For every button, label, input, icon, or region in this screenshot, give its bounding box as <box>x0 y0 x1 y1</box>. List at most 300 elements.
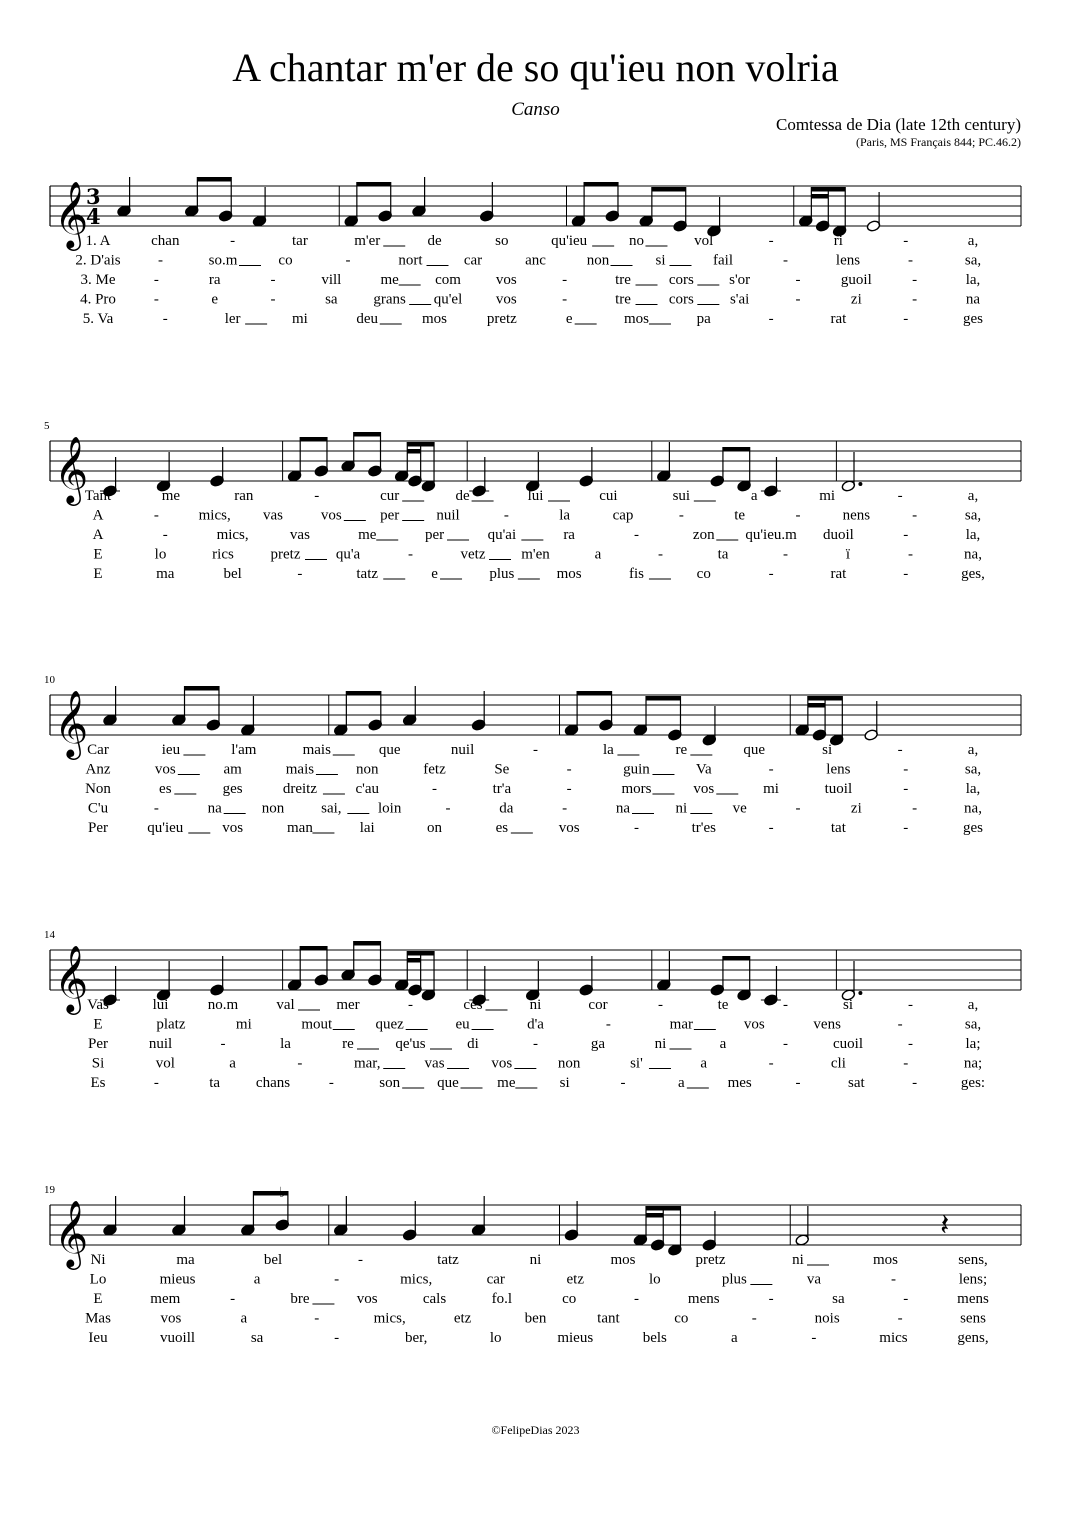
lyric-syllable: sa, <box>964 507 982 524</box>
lyric-syllable: vuoill <box>160 1330 196 1346</box>
lyric-syllable: mics, <box>373 1310 406 1327</box>
lyric-syllable: re <box>675 742 688 758</box>
lyric-hyphen: - <box>768 233 774 249</box>
lyric-syllable: cli <box>830 1055 846 1072</box>
lyric-hyphen: - <box>605 1016 611 1033</box>
lyric-syllable: mics, <box>400 1271 433 1288</box>
lyric-syllable: rat <box>830 311 847 327</box>
lyric-syllable: ni <box>654 1036 667 1052</box>
lyric-syllable: la, <box>965 781 981 797</box>
lyric-syllable: ma <box>176 1252 195 1268</box>
lyric-syllable: vill <box>321 272 342 288</box>
lyric-syllable: ï <box>845 546 851 563</box>
lyric-syllable: etz <box>566 1271 585 1288</box>
lyric-syllable: mieus <box>557 1330 594 1346</box>
lyric-syllable: pretz <box>695 1252 726 1268</box>
lyric-hyphen: - <box>620 1075 626 1091</box>
lyric-syllable: va <box>806 1271 821 1288</box>
lyric-syllable: Mas <box>85 1310 111 1327</box>
lyric-syllable: co <box>696 566 711 582</box>
lyric-syllable: mer <box>336 997 360 1013</box>
lyric-syllable: ieu <box>161 742 181 758</box>
lyric-syllable: 5. Va <box>82 311 114 327</box>
lyric-hyphen: - <box>811 1330 817 1346</box>
lyric-syllable: mout <box>301 1016 333 1033</box>
lyric-syllable: 2. D'ais <box>75 252 121 269</box>
lyric-syllable: E <box>93 566 103 582</box>
lyric-hyphen: - <box>334 1330 340 1346</box>
lyric-syllable: qe'us <box>395 1036 426 1052</box>
lyric-syllable: pretz <box>270 546 301 563</box>
lyric-syllable: na <box>965 291 981 308</box>
lyric-syllable: mieus <box>159 1271 196 1288</box>
lyric-syllable: man <box>287 820 313 836</box>
lyric-syllable: nuil <box>148 1036 173 1052</box>
lyric-syllable: Es <box>90 1075 106 1091</box>
lyric-syllable: ra <box>208 272 221 288</box>
lyric-syllable: mos <box>556 566 582 582</box>
lyric-syllable: Lo <box>89 1271 107 1288</box>
treble-clef-icon: 𝄞 <box>54 435 89 503</box>
lyric-syllable: sui <box>672 488 691 504</box>
lyric-syllable: chans <box>255 1075 291 1091</box>
lyric-syllable: mar <box>669 1016 693 1033</box>
lyric-syllable: lo <box>648 1271 661 1288</box>
beam <box>407 442 434 447</box>
lyric-hyphen: - <box>358 1252 363 1268</box>
lyric-syllable: etz <box>453 1310 472 1327</box>
lyric-hyphen: - <box>633 1291 639 1307</box>
beam <box>407 951 434 956</box>
lyric-syllable: mens <box>957 1291 989 1307</box>
lyric-hyphen: - <box>908 252 913 269</box>
lyric-syllable: que <box>378 742 401 758</box>
lyric-syllable: mics <box>879 1330 908 1346</box>
lyric-syllable: so <box>495 233 509 249</box>
lyric-syllable: da <box>499 800 514 817</box>
lyric-hyphen: - <box>768 311 774 327</box>
lyric-syllable: E <box>93 546 103 563</box>
lyric-syllable: no <box>628 233 644 249</box>
augmentation-dot <box>858 482 862 486</box>
beam <box>300 946 327 951</box>
lyric-syllable: na <box>615 800 631 817</box>
lyric-syllable: te <box>734 507 746 524</box>
beam <box>253 1191 287 1196</box>
lyric-syllable: vos <box>154 761 176 778</box>
lyric-syllable: Per <box>88 1036 108 1052</box>
lyric-syllable: vos <box>495 291 517 308</box>
lyric-syllable: tatz <box>356 566 379 582</box>
lyric-syllable: sat <box>847 1075 865 1091</box>
lyric-syllable: ges <box>963 311 983 327</box>
beam <box>584 182 618 187</box>
lyric-hyphen: - <box>562 272 568 288</box>
lyric-syllable: ra <box>563 527 575 543</box>
lyric-syllable: qu'ieu <box>551 233 588 249</box>
lyric-syllable: a <box>731 1330 738 1346</box>
lyric-syllable: chan <box>151 233 180 249</box>
copyright-notice: ©FelipeDias 2023 <box>491 1423 580 1437</box>
staff-system <box>44 420 1021 582</box>
lyric-hyphen: - <box>903 761 909 778</box>
lyric-syllable: fetz <box>423 761 446 778</box>
lyric-syllable: e <box>211 291 219 308</box>
lyric-hyphen: - <box>783 1036 788 1052</box>
lyric-hyphen: - <box>783 997 788 1013</box>
lyric-syllable: ges <box>222 781 243 797</box>
lyric-syllable: fail <box>713 252 733 269</box>
lyric-syllable: a <box>594 546 602 563</box>
lyric-syllable: qu'ai <box>487 527 517 543</box>
lyric-syllable: zi <box>850 291 862 308</box>
lyric-syllable: si <box>842 997 854 1013</box>
lyric-hyphen: - <box>153 1075 159 1091</box>
lyric-syllable: mos <box>610 1252 636 1268</box>
lyric-hyphen: - <box>658 546 663 563</box>
lyric-syllable: ran <box>234 488 254 504</box>
lyric-hyphen: - <box>912 272 918 288</box>
lyric-syllable: me <box>161 488 181 504</box>
lyric-syllable: na; <box>963 1055 983 1072</box>
lyric-syllable: guin <box>623 761 650 778</box>
lyric-syllable: loin <box>377 800 402 817</box>
lyric-syllable: vos <box>491 1055 513 1072</box>
lyric-syllable: son <box>379 1075 401 1091</box>
lyric-syllable: nuil <box>436 507 460 524</box>
lyric-syllable: tr'a <box>492 781 512 797</box>
lyric-syllable: Ieu <box>88 1330 108 1346</box>
lyric-syllable: zi <box>850 800 862 817</box>
lyric-syllable: a <box>240 1310 248 1327</box>
lyric-syllable: am <box>223 761 242 778</box>
lyric-syllable: re <box>342 1036 354 1052</box>
lyric-syllable: qu'ieu.m <box>745 527 797 543</box>
lyric-syllable: es <box>495 820 509 836</box>
lyric-hyphen: - <box>912 291 918 308</box>
lyric-hyphen: - <box>162 527 168 543</box>
lyric-syllable: nuil <box>450 742 475 758</box>
secondary-beam <box>646 1213 663 1218</box>
lyric-syllable: lo <box>489 1330 502 1346</box>
measure-number: 19 <box>44 1184 55 1196</box>
lyric-hyphen: - <box>153 507 159 524</box>
lyric-syllable: la, <box>965 272 981 288</box>
lyric-syllable: vos <box>356 1291 378 1307</box>
lyric-syllable: fis <box>628 566 644 582</box>
lyric-syllable: cors <box>668 272 694 288</box>
lyric-syllable: vetz <box>460 546 486 563</box>
staff-system <box>44 674 1021 836</box>
lyric-hyphen: - <box>795 272 801 288</box>
lyric-hyphen: - <box>503 507 509 524</box>
lyric-syllable: si <box>655 252 666 269</box>
measure-number: 5 <box>44 420 50 432</box>
lyric-hyphen: - <box>903 233 909 249</box>
lyric-syllable: la <box>280 1036 291 1052</box>
lyric-syllable: sens <box>960 1310 986 1327</box>
lyric-hyphen: - <box>890 1271 896 1288</box>
lyric-syllable: e <box>431 566 438 582</box>
lyric-syllable: sa, <box>964 252 982 269</box>
lyric-syllable: ni <box>529 997 542 1013</box>
lyric-syllable: ces <box>463 997 483 1013</box>
lyric-syllable: mi <box>292 311 308 327</box>
lyric-syllable: m'en <box>521 546 550 563</box>
lyric-hyphen: - <box>153 800 159 817</box>
lyric-hyphen: - <box>220 1036 226 1052</box>
lyric-syllable: ben <box>524 1310 547 1327</box>
lyric-syllable: tre <box>615 291 631 308</box>
lyric-hyphen: - <box>903 1055 909 1072</box>
lyric-syllable: cui <box>599 488 618 504</box>
lyric-hyphen: - <box>795 291 801 308</box>
lyric-syllable: vos <box>222 820 244 836</box>
lyric-hyphen: - <box>908 1036 913 1052</box>
lyric-hyphen: - <box>297 566 303 582</box>
lyric-syllable: quez <box>375 1016 404 1033</box>
lyric-hyphen: - <box>270 291 276 308</box>
lyric-hyphen: - <box>912 800 918 817</box>
lyric-syllable: vens <box>813 1016 841 1033</box>
lyric-syllable: C'u <box>87 800 109 817</box>
lyric-hyphen: - <box>897 1310 903 1327</box>
treble-clef-icon: 𝄞 <box>54 1199 89 1267</box>
lyric-syllable: si <box>559 1075 570 1091</box>
lyric-syllable: ni <box>529 1252 542 1268</box>
lyric-syllable: sa <box>250 1330 264 1346</box>
staff-system <box>44 929 1021 1091</box>
lyric-syllable: tre <box>615 272 631 288</box>
lyric-syllable: ges, <box>961 566 985 582</box>
lyric-syllable: mens <box>687 1291 720 1307</box>
lyric-syllable: Tant <box>84 488 112 504</box>
lyric-syllable: nens <box>842 507 871 524</box>
lyric-syllable: l'am <box>231 742 257 758</box>
beam <box>646 696 680 701</box>
lyric-syllable: vas <box>263 507 283 524</box>
lyric-syllable: A <box>92 527 104 543</box>
lyric-syllable: na, <box>964 800 982 817</box>
lyric-syllable: co <box>278 252 293 269</box>
lyric-hyphen: - <box>908 997 913 1013</box>
lyric-syllable: es <box>159 781 172 797</box>
lyric-syllable: 3. Me <box>80 272 116 288</box>
lyric-hyphen: - <box>314 488 320 504</box>
lyric-syllable: cors <box>668 291 694 308</box>
lyric-syllable: so.m <box>208 252 238 269</box>
lyric-hyphen: - <box>903 527 909 543</box>
lyric-hyphen: - <box>230 1291 236 1307</box>
measure-number: 10 <box>44 674 55 686</box>
lyric-syllable: ni <box>675 800 688 817</box>
lyric-hyphen: - <box>908 546 913 563</box>
lyric-hyphen: - <box>795 507 801 524</box>
lyric-syllable: cap <box>612 507 634 524</box>
lyric-syllable: a <box>700 1055 708 1072</box>
lyric-syllable: co <box>674 1310 689 1327</box>
lyric-syllable: qu'ieu <box>147 820 184 836</box>
lyric-syllable: zon <box>692 527 715 543</box>
lyric-hyphen: - <box>162 311 168 327</box>
lyric-syllable: bre <box>290 1291 310 1307</box>
lyric-syllable: nois <box>814 1310 840 1327</box>
lyric-syllable: a, <box>967 488 979 504</box>
lyric-syllable: si' <box>630 1055 643 1072</box>
lyric-syllable: non <box>261 800 285 817</box>
lyric-syllable: mics, <box>198 507 231 524</box>
lyric-syllable: vos <box>160 1310 182 1327</box>
lyric-syllable: a <box>750 488 758 504</box>
lyric-syllable: E <box>93 1291 103 1307</box>
lyric-syllable: ta <box>717 546 729 563</box>
lyric-hyphen: - <box>432 781 438 797</box>
lyric-syllable: tar <box>292 233 308 249</box>
lyric-syllable: na <box>207 800 222 817</box>
score-title: A chantar m'er de so qu'ieu non volria <box>232 45 839 90</box>
lyric-hyphen: - <box>897 1016 903 1033</box>
lyric-syllable: mem <box>150 1291 181 1307</box>
lyric-syllable: ber, <box>405 1330 428 1346</box>
lyric-syllable: ga <box>590 1036 606 1052</box>
lyric-hyphen: - <box>768 566 774 582</box>
lyric-hyphen: - <box>897 742 903 758</box>
lyric-syllable: sa, <box>964 761 982 778</box>
time-signature-bottom: 4 <box>86 204 101 229</box>
lyric-syllable: lai <box>359 820 375 836</box>
lyric-syllable: dreitz <box>282 781 318 797</box>
lyric-hyphen: - <box>297 1055 303 1072</box>
lyric-syllable: a, <box>967 233 979 249</box>
lyric-syllable: Ni <box>90 1252 106 1268</box>
lyric-syllable: lens; <box>958 1271 988 1288</box>
beam <box>346 691 380 696</box>
lyric-syllable: pretz <box>486 311 517 327</box>
lyric-syllable: ges <box>963 820 983 836</box>
beam <box>808 696 842 701</box>
lyric-syllable: tatz <box>437 1252 459 1268</box>
lyric-hyphen: - <box>334 1271 340 1288</box>
lyric-syllable: lui <box>527 488 544 504</box>
lyric-syllable: plus <box>489 566 515 582</box>
lyric-syllable: vos <box>558 820 580 836</box>
lyric-syllable: me <box>380 272 399 288</box>
lyric-syllable: mi <box>235 1016 252 1033</box>
treble-clef-icon: 𝄞 <box>54 180 89 248</box>
lyric-syllable: bels <box>642 1330 667 1346</box>
lyric-syllable: ges: <box>960 1075 986 1091</box>
lyric-syllable: a, <box>967 742 979 758</box>
lyric-syllable: mais <box>285 761 315 778</box>
lyric-syllable: cor <box>588 997 608 1013</box>
lyric-syllable: pa <box>696 311 711 327</box>
lyric-syllable: sai, <box>321 800 342 817</box>
lyric-syllable: gens, <box>957 1330 989 1346</box>
lyric-syllable: lens <box>835 252 861 269</box>
lyric-syllable: A <box>92 507 104 524</box>
lyric-syllable: que <box>437 1075 459 1091</box>
lyric-hyphen: - <box>445 800 451 817</box>
lyric-syllable: ma <box>156 566 175 582</box>
lyric-syllable: Car <box>87 742 109 758</box>
lyric-syllable: lui <box>152 997 169 1013</box>
beam <box>357 182 391 187</box>
lyric-hyphen: - <box>768 1055 774 1072</box>
lyric-syllable: qu'el <box>433 291 463 308</box>
lyric-syllable: mi <box>819 488 836 504</box>
lyric-syllable: on <box>427 820 443 836</box>
lyric-syllable: non <box>586 252 610 269</box>
lyric-syllable: vos <box>495 272 517 288</box>
lyric-syllable: tr'es <box>691 820 716 836</box>
lyric-hyphen: - <box>153 291 159 308</box>
lyric-syllable: rics <box>212 546 234 563</box>
lyric-syllable: lo <box>154 546 167 563</box>
lyric-syllable: a <box>253 1271 261 1288</box>
lyric-syllable: mors <box>621 781 652 797</box>
lyric-syllable: si <box>822 742 833 758</box>
lyric-hyphen: - <box>912 507 918 524</box>
lyric-syllable: Va <box>695 761 712 778</box>
lyric-syllable: vol <box>155 1055 175 1072</box>
lyric-syllable: que <box>743 742 766 758</box>
lyric-syllable: anc <box>525 252 546 269</box>
lyric-syllable: d'a <box>527 1016 544 1033</box>
augmentation-dot <box>858 991 862 995</box>
lyric-hyphen: - <box>562 291 568 308</box>
lyric-syllable: plus <box>721 1271 747 1288</box>
lyric-hyphen: - <box>903 1291 909 1307</box>
staff-system <box>50 177 1021 327</box>
lyric-syllable: m'er <box>354 233 381 249</box>
lyric-syllable: sa <box>832 1291 845 1307</box>
lyric-syllable: de <box>455 488 470 504</box>
lyric-syllable: la <box>559 507 571 524</box>
source-reference: (Paris, MS Français 844; PC.46.2) <box>856 135 1021 149</box>
beam <box>723 956 750 961</box>
lyric-hyphen: - <box>408 546 413 563</box>
lyric-syllable: fo.l <box>491 1291 513 1307</box>
lyric-syllable: di <box>467 1036 479 1052</box>
lyric-hyphen: - <box>903 820 909 836</box>
lyric-syllable: platz <box>156 1016 186 1033</box>
beam <box>646 1206 680 1211</box>
lyric-syllable: car <box>486 1271 505 1288</box>
treble-clef-icon: 𝄞 <box>54 944 89 1012</box>
lyric-syllable: no.m <box>207 997 239 1013</box>
lyric-syllable: Se <box>494 761 510 778</box>
lyric-hyphen: - <box>795 1075 801 1091</box>
beam <box>197 177 231 182</box>
lyric-syllable: 4. Pro <box>80 291 116 308</box>
lyric-syllable: ta <box>209 1075 221 1091</box>
lyric-syllable: a <box>229 1055 236 1072</box>
lyric-hyphen: - <box>903 311 909 327</box>
lyric-hyphen: - <box>903 566 909 582</box>
lyric-hyphen: - <box>678 507 684 524</box>
lyric-syllable: de <box>427 233 442 249</box>
lyric-syllable: vas <box>424 1055 445 1072</box>
lyric-syllable: sens, <box>958 1252 988 1268</box>
lyric-syllable: tat <box>830 820 846 836</box>
beam <box>300 437 327 442</box>
lyric-syllable: com <box>435 272 461 288</box>
lyric-syllable: c'au <box>355 781 379 797</box>
lyric-syllable: Anz <box>85 761 111 778</box>
lyric-syllable: deu <box>356 311 379 327</box>
lyric-syllable: per <box>380 507 400 524</box>
lyric-hyphen: - <box>903 781 909 797</box>
